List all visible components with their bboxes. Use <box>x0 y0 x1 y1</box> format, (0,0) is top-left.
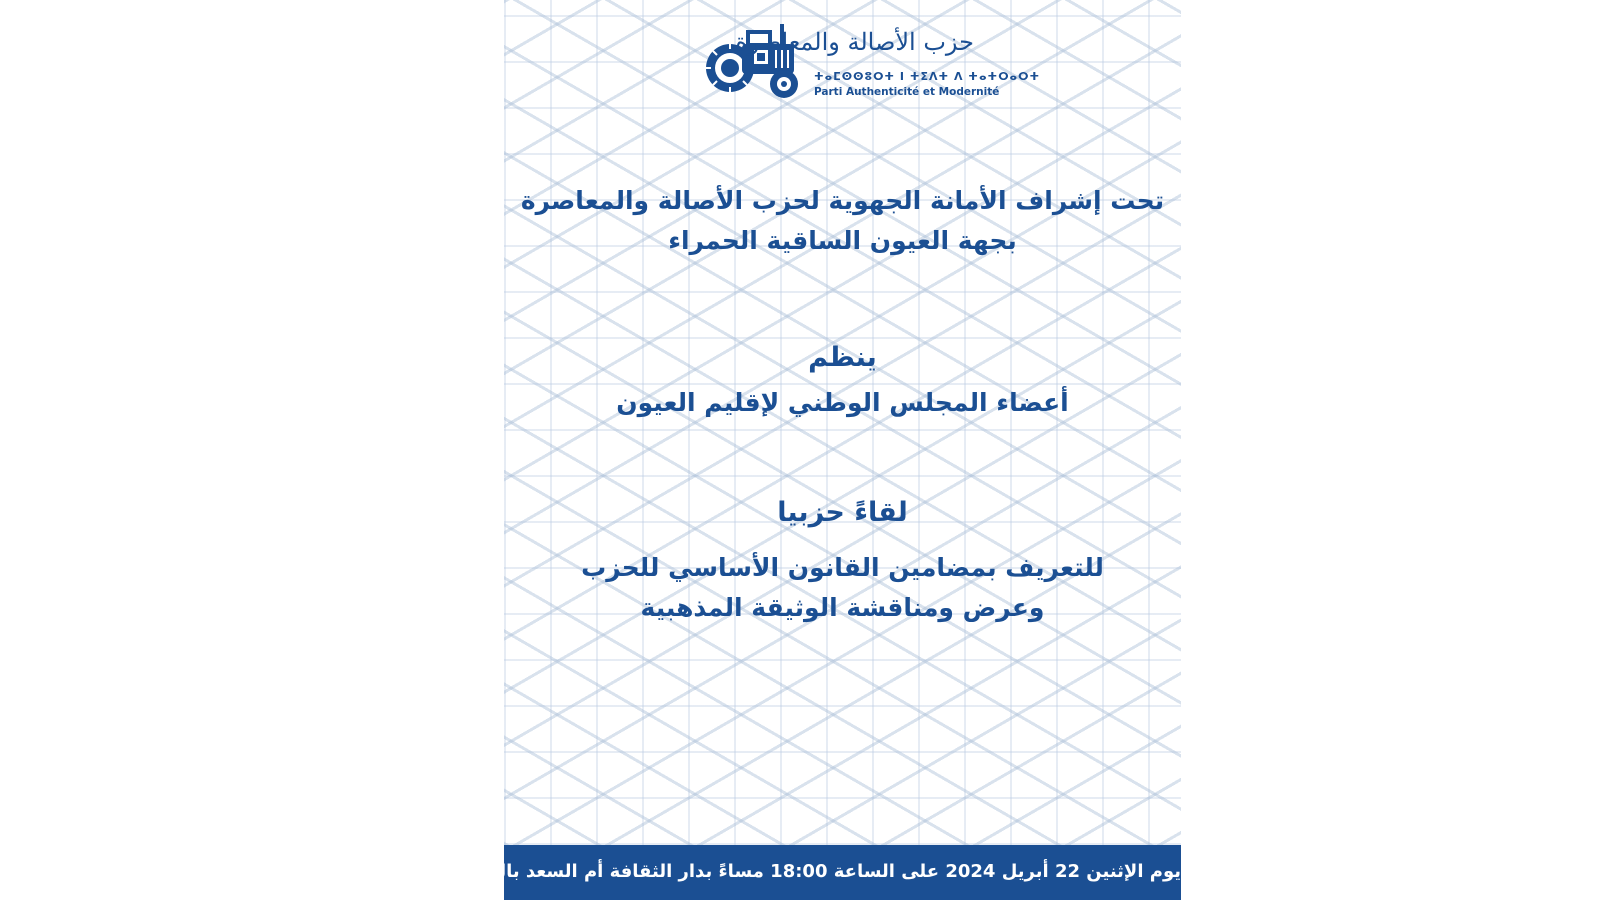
party-logo <box>704 20 1041 104</box>
organizes-heading: ينظم <box>808 342 877 373</box>
event-details-text: يوم الإثنين 22 أبريل 2024 على الساعة 18:00 مساءً بدار الثقافة أم السعد بالعيون <box>455 861 1181 882</box>
poster <box>455 0 1181 900</box>
logo-tifinagh-name: ⵜⴰⵎⵙⵙⵓⵔⵜ ⵏ ⵜⵉⴷⵜ ⴷ ⵜⴰⵜⵔⴰⵔⵜ <box>814 70 1041 83</box>
purpose-line-1: للتعريف بمضامين القانون الأساسي للحزب <box>581 553 1104 582</box>
purpose-line-2: وعرض ومناقشة الوثيقة المذهبية <box>640 593 1045 622</box>
organizers-line: أعضاء المجلس الوطني لإقليم العيون <box>616 388 1069 417</box>
event-type-heading: لقاءً حزبيا <box>777 497 908 528</box>
logo-french-name: Parti Authenticité et Modernité <box>814 86 1000 98</box>
supervision-line-1: تحت إشراف الأمانة الجهوية لحزب الأصالة والمعاصرة <box>520 186 1165 215</box>
event-details-banner <box>455 845 1181 900</box>
geometric-pattern-background <box>504 0 1181 845</box>
logo-arabic-name: حزب الأصالة والمعاصرة <box>735 28 974 56</box>
supervision-line-2: بجهة العيون الساقية الحمراء <box>668 226 1017 255</box>
